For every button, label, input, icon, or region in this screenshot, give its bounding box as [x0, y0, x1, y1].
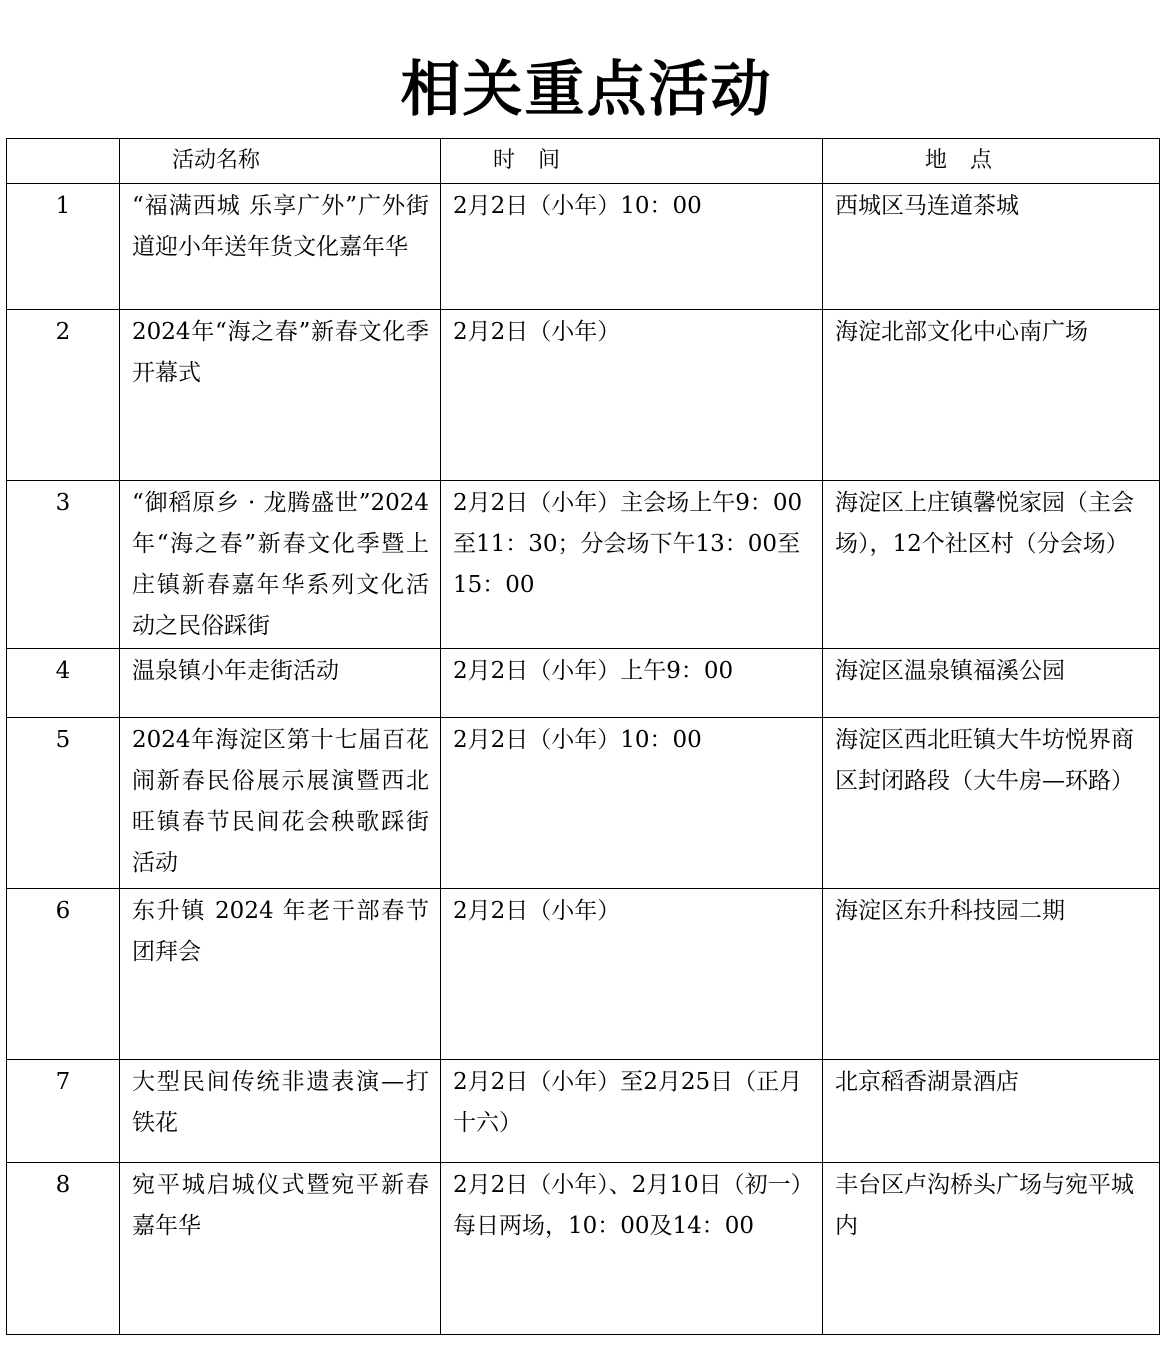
header-time: 时 间 [441, 139, 823, 184]
table-row [7, 184, 1160, 310]
activity-name: “御稻原乡 · 龙腾盛世”2024年“海之春”新春文化季暨上庄镇新春嘉年华系列文化活动之民俗踩街 [120, 481, 441, 649]
activity-location: 北京稻香湖景酒店 [823, 1060, 1160, 1163]
activity-name: “福满西城 乐享广外”广外街道迎小年送年货文化嘉年华 [120, 184, 441, 310]
activity-name: 2024年海淀区第十七届百花闹新春民俗展示展演暨西北旺镇春节民间花会秧歌踩街活动 [120, 718, 441, 889]
activity-location: 海淀区西北旺镇大牛坊悦界商区封闭路段（大牛房—环路） [823, 718, 1160, 889]
activity-name: 宛平城启城仪式暨宛平新春嘉年华 [120, 1163, 441, 1335]
table-row [7, 481, 1160, 649]
header-location: 地 点 [823, 139, 1160, 184]
activity-location: 海淀区温泉镇福溪公园 [823, 649, 1160, 718]
page-title: 相关重点活动 [400, 55, 773, 125]
activity-time: 2月2日（小年）至2月25日（正月十六） [441, 1060, 823, 1163]
activity-location: 海淀区东升科技园二期 [823, 889, 1160, 1060]
row-index: 7 [7, 1060, 120, 1163]
header-index [7, 139, 120, 184]
activity-name: 大型民间传统非遗表演—打铁花 [120, 1060, 441, 1163]
row-index: 3 [7, 481, 120, 649]
row-index: 5 [7, 718, 120, 889]
table-row [7, 310, 1160, 481]
activity-location: 西城区马连道茶城 [823, 184, 1160, 310]
table-row [7, 1060, 1160, 1163]
row-index: 1 [7, 184, 120, 310]
activity-time: 2月2日（小年） [441, 889, 823, 1060]
header-name: 活动名称 [120, 139, 441, 184]
table-row [7, 889, 1160, 1060]
activity-time: 2月2日（小年） [441, 310, 823, 481]
row-index: 2 [7, 310, 120, 481]
table-row [7, 649, 1160, 718]
table-header-row [7, 139, 1160, 184]
activity-time: 2月2日（小年）上午9：00 [441, 649, 823, 718]
activity-time: 2月2日（小年）主会场上午9：00至11：30；分会场下午13：00至15：00 [441, 481, 823, 649]
activity-name: 2024年“海之春”新春文化季开幕式 [120, 310, 441, 481]
activity-time: 2月2日（小年）、2月10日（初一）每日两场，10：00及14：00 [441, 1163, 823, 1335]
activities-table [6, 138, 1160, 1335]
row-index: 6 [7, 889, 120, 1060]
activity-location: 海淀北部文化中心南广场 [823, 310, 1160, 481]
row-index: 8 [7, 1163, 120, 1335]
row-index: 4 [7, 649, 120, 718]
activity-time: 2月2日（小年）10：00 [441, 184, 823, 310]
activity-time: 2月2日（小年）10：00 [441, 718, 823, 889]
table-row [7, 1163, 1160, 1335]
activity-name: 温泉镇小年走街活动 [120, 649, 441, 718]
table-row [7, 718, 1160, 889]
activity-name: 东升镇 2024 年老干部春节团拜会 [120, 889, 441, 1060]
activity-location: 海淀区上庄镇馨悦家园（主会场），12个社区村（分会场） [823, 481, 1160, 649]
activity-location: 丰台区卢沟桥头广场与宛平城内 [823, 1163, 1160, 1335]
